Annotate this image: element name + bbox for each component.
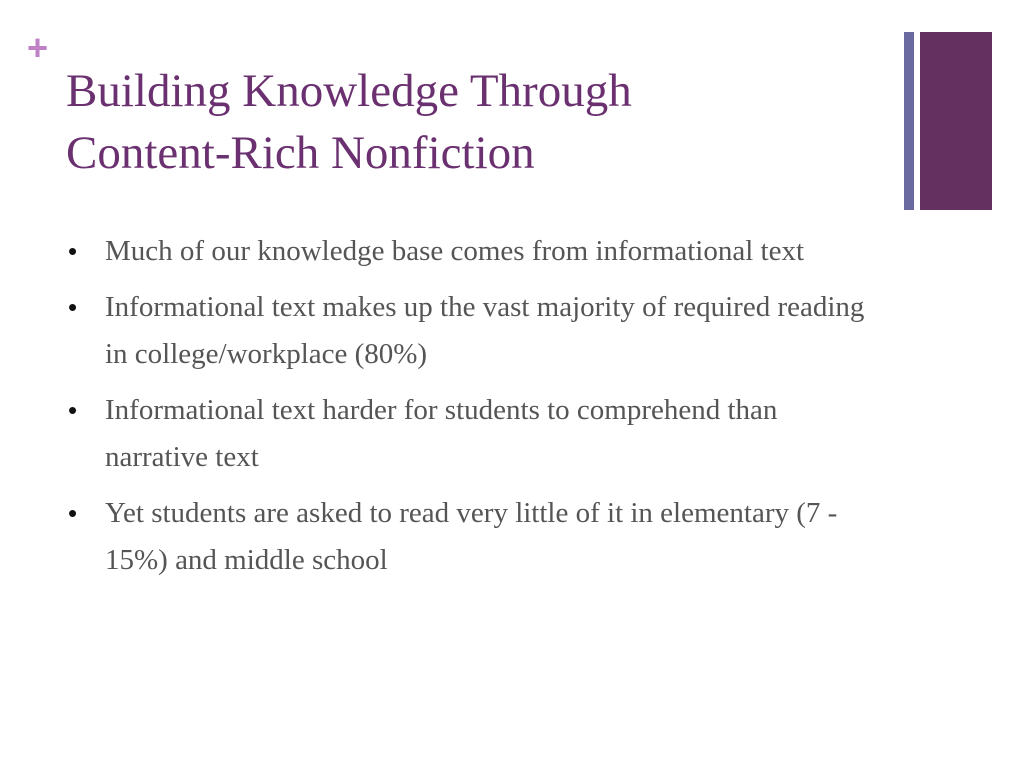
bullet-item [66,228,866,275]
bullet-text: Informational text harder for students to comprehend than narrative text [105,394,778,473]
bullet-text: Yet students are asked to read very little of it in elementary (7 - 15%) and middle school [105,497,838,576]
bullet-icon: • [68,292,78,322]
bullet-icon: • [68,395,78,425]
accent-bar-thick [920,32,992,210]
accent-bar-thin [904,32,914,210]
bullet-text: Informational text makes up the vast majority of required reading in college/workplace (80%) [105,291,865,370]
slide-title-line-2: Content-Rich Nonfiction [66,127,535,179]
bullet-item [66,387,866,481]
bullet-icon: • [68,498,78,528]
plus-icon: + [27,27,49,68]
bullet-icon: • [68,236,78,266]
bullet-list [66,228,866,593]
bullet-text: Much of our knowledge base comes from informational text [105,235,805,267]
bullet-item [66,284,866,378]
slide-title [66,60,886,184]
bullet-item [66,490,866,584]
slide-title-line-1: Building Knowledge Through [66,65,632,117]
